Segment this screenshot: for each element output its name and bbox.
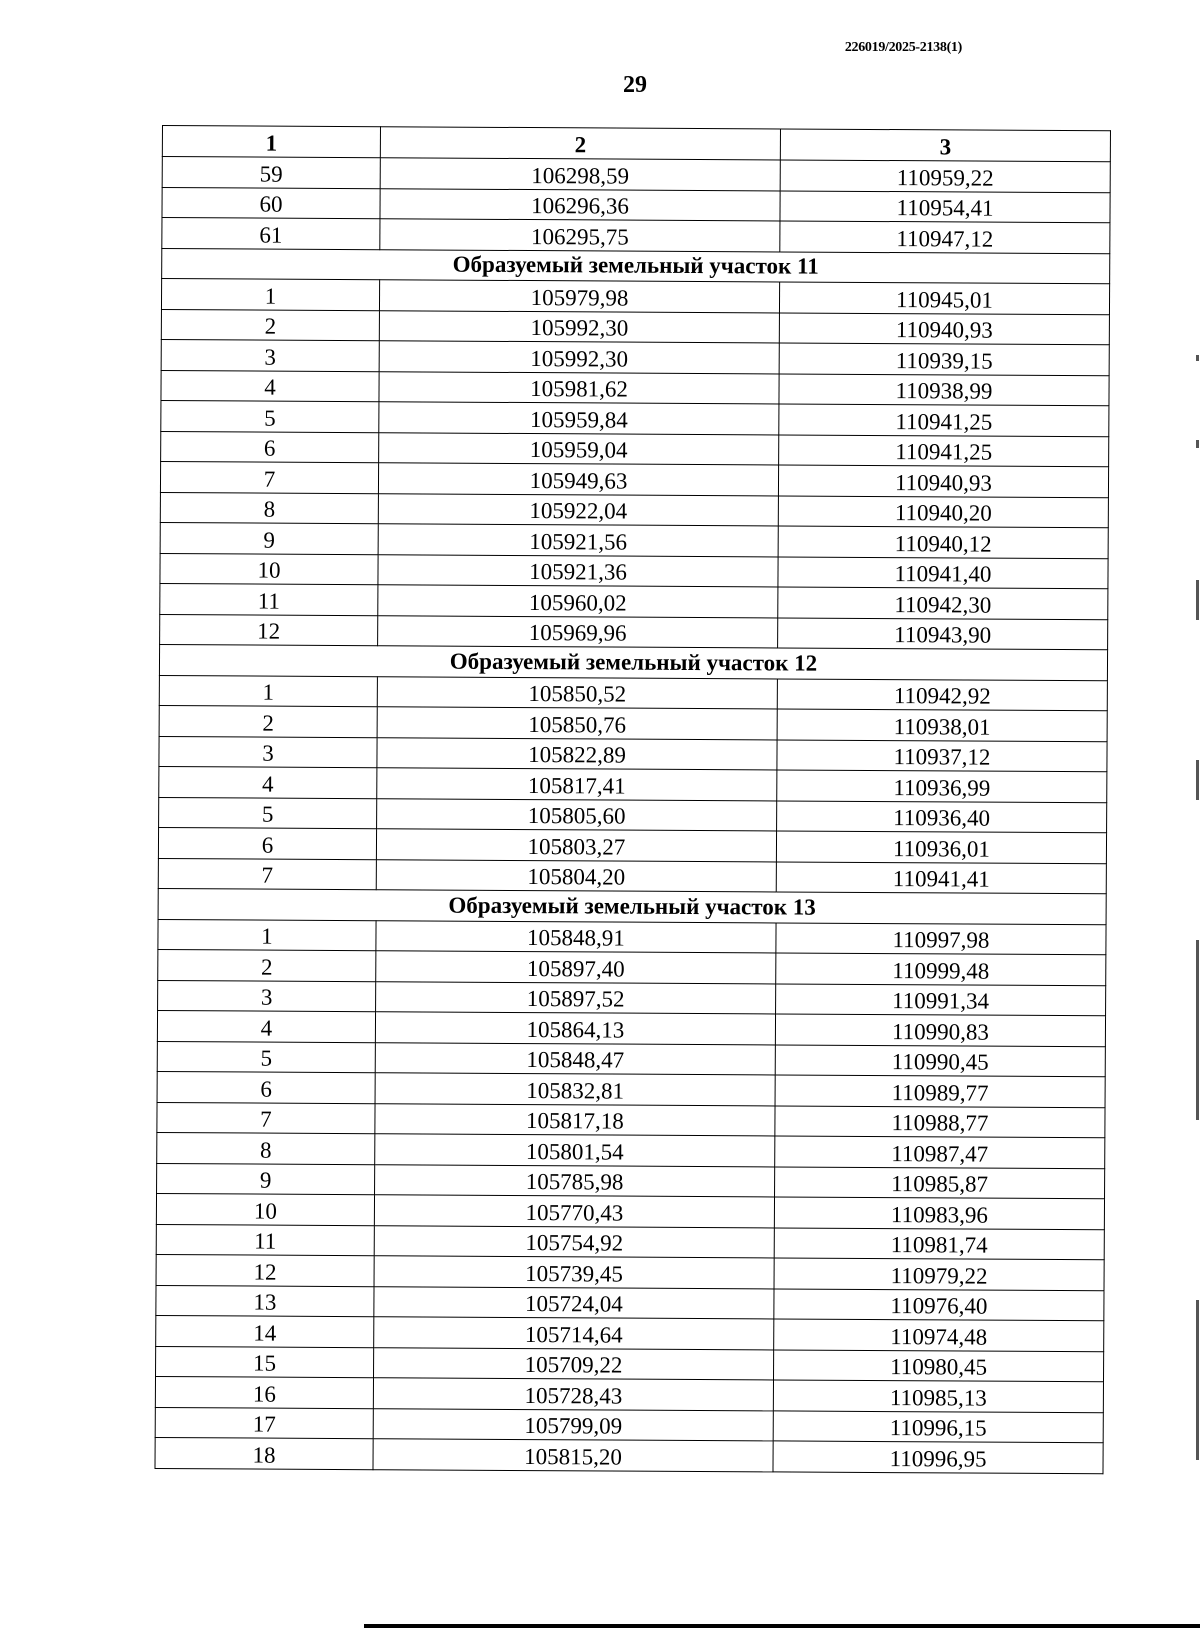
point-number-cell: 13 bbox=[156, 1285, 374, 1317]
point-number-cell: 59 bbox=[162, 157, 380, 189]
y-coordinate-cell: 110940,20 bbox=[778, 495, 1108, 527]
point-number-cell: 7 bbox=[157, 1102, 375, 1134]
x-coordinate-cell: 105922,04 bbox=[378, 493, 778, 526]
scan-edge-mark bbox=[1196, 940, 1199, 1120]
x-coordinate-cell: 105979,98 bbox=[379, 280, 779, 313]
point-number-cell: 6 bbox=[158, 827, 376, 859]
point-number-cell: 17 bbox=[155, 1407, 373, 1439]
y-coordinate-cell: 110979,22 bbox=[774, 1258, 1104, 1290]
y-coordinate-cell: 110981,74 bbox=[774, 1227, 1104, 1259]
y-coordinate-cell: 110939,15 bbox=[779, 343, 1109, 375]
point-number-cell: 6 bbox=[157, 1071, 375, 1103]
scan-edge-mark bbox=[1196, 1300, 1199, 1460]
y-coordinate-cell: 110940,93 bbox=[779, 312, 1109, 344]
y-coordinate-cell: 110940,93 bbox=[778, 465, 1108, 497]
x-coordinate-cell: 105969,96 bbox=[378, 615, 778, 648]
y-coordinate-cell: 110941,25 bbox=[779, 434, 1109, 466]
section-title: Образуемый земельный участок 12 bbox=[159, 644, 1107, 680]
x-coordinate-cell: 105949,63 bbox=[378, 463, 778, 496]
point-number-cell: 10 bbox=[156, 1193, 374, 1225]
x-coordinate-cell: 105897,52 bbox=[376, 981, 776, 1014]
x-coordinate-cell: 105959,04 bbox=[379, 432, 779, 465]
y-coordinate-cell: 110987,47 bbox=[775, 1136, 1105, 1168]
x-coordinate-cell: 105848,91 bbox=[376, 920, 776, 953]
x-coordinate-cell: 105992,30 bbox=[379, 341, 779, 374]
column-header: 3 bbox=[780, 129, 1110, 162]
table-row bbox=[155, 1437, 1103, 1473]
point-number-cell: 9 bbox=[157, 1163, 375, 1195]
point-number-cell: 11 bbox=[160, 583, 378, 615]
y-coordinate-cell: 110976,40 bbox=[774, 1288, 1104, 1320]
y-coordinate-cell: 110954,41 bbox=[780, 190, 1110, 222]
y-coordinate-cell: 110997,98 bbox=[776, 922, 1106, 954]
x-coordinate-cell: 105714,64 bbox=[374, 1317, 774, 1350]
x-coordinate-cell: 106295,75 bbox=[380, 219, 780, 252]
y-coordinate-cell: 110991,34 bbox=[776, 983, 1106, 1015]
point-number-cell: 3 bbox=[161, 339, 379, 371]
scan-edge-line bbox=[364, 1624, 1200, 1628]
x-coordinate-cell: 105724,04 bbox=[374, 1286, 774, 1319]
point-number-cell: 8 bbox=[160, 492, 378, 524]
y-coordinate-cell: 110937,12 bbox=[777, 739, 1107, 771]
x-coordinate-cell: 105805,60 bbox=[377, 798, 777, 831]
column-header: 1 bbox=[162, 126, 380, 158]
x-coordinate-cell: 105799,09 bbox=[373, 1408, 773, 1441]
x-coordinate-cell: 105992,30 bbox=[379, 310, 779, 343]
point-number-cell: 10 bbox=[160, 553, 378, 585]
y-coordinate-cell: 110936,99 bbox=[777, 770, 1107, 802]
x-coordinate-cell: 105728,43 bbox=[373, 1378, 773, 1411]
y-coordinate-cell: 110985,87 bbox=[775, 1166, 1105, 1198]
y-coordinate-cell: 110941,41 bbox=[776, 861, 1106, 893]
x-coordinate-cell: 105709,22 bbox=[374, 1347, 774, 1380]
y-coordinate-cell: 110936,01 bbox=[776, 831, 1106, 863]
point-number-cell: 11 bbox=[156, 1224, 374, 1256]
point-number-cell: 6 bbox=[161, 431, 379, 463]
y-coordinate-cell: 110940,12 bbox=[778, 526, 1108, 558]
y-coordinate-cell: 110942,92 bbox=[777, 678, 1107, 710]
y-coordinate-cell: 110945,01 bbox=[779, 282, 1109, 314]
y-coordinate-cell: 110996,95 bbox=[773, 1441, 1103, 1473]
y-coordinate-cell: 110983,96 bbox=[774, 1197, 1104, 1229]
x-coordinate-cell: 105832,81 bbox=[375, 1073, 775, 1106]
x-coordinate-cell: 105785,98 bbox=[375, 1164, 775, 1197]
x-coordinate-cell: 105981,62 bbox=[379, 371, 779, 404]
y-coordinate-cell: 110941,25 bbox=[779, 404, 1109, 436]
point-number-cell: 18 bbox=[155, 1437, 373, 1469]
x-coordinate-cell: 105864,13 bbox=[375, 1012, 775, 1045]
point-number-cell: 60 bbox=[162, 187, 380, 219]
scan-edge-mark bbox=[1196, 440, 1199, 448]
x-coordinate-cell: 105960,02 bbox=[378, 585, 778, 618]
x-coordinate-cell: 105850,76 bbox=[377, 707, 777, 740]
x-coordinate-cell: 105897,40 bbox=[376, 951, 776, 984]
point-number-cell: 2 bbox=[158, 949, 376, 981]
point-number-cell: 9 bbox=[160, 522, 378, 554]
scan-edge-mark bbox=[1196, 580, 1199, 620]
x-coordinate-cell: 105804,20 bbox=[376, 859, 776, 892]
x-coordinate-cell: 105959,84 bbox=[379, 402, 779, 435]
x-coordinate-cell: 105801,54 bbox=[375, 1134, 775, 1167]
column-header: 2 bbox=[380, 127, 780, 160]
x-coordinate-cell: 105817,18 bbox=[375, 1103, 775, 1136]
point-number-cell: 12 bbox=[156, 1254, 374, 1286]
point-number-cell: 5 bbox=[157, 1041, 375, 1073]
x-coordinate-cell: 105803,27 bbox=[376, 829, 776, 862]
scan-edge-mark bbox=[1196, 355, 1199, 361]
x-coordinate-cell: 105850,52 bbox=[377, 676, 777, 709]
point-number-cell: 2 bbox=[161, 309, 379, 341]
x-coordinate-cell: 105921,56 bbox=[378, 524, 778, 557]
point-number-cell: 4 bbox=[161, 370, 379, 402]
x-coordinate-cell: 105921,36 bbox=[378, 554, 778, 587]
y-coordinate-cell: 110947,12 bbox=[780, 221, 1110, 253]
coordinates-table bbox=[154, 125, 1110, 1474]
point-number-cell: 5 bbox=[159, 797, 377, 829]
document-id: 226019/2025-2138(1) bbox=[844, 40, 962, 55]
y-coordinate-cell: 110988,77 bbox=[775, 1105, 1105, 1137]
y-coordinate-cell: 110942,30 bbox=[778, 587, 1108, 619]
y-coordinate-cell: 110936,40 bbox=[777, 800, 1107, 832]
point-number-cell: 3 bbox=[159, 736, 377, 768]
y-coordinate-cell: 110990,45 bbox=[775, 1044, 1105, 1076]
x-coordinate-cell: 106296,36 bbox=[380, 188, 780, 221]
y-coordinate-cell: 110985,13 bbox=[773, 1380, 1103, 1412]
point-number-cell: 14 bbox=[156, 1315, 374, 1347]
x-coordinate-cell: 105770,43 bbox=[374, 1195, 774, 1228]
x-coordinate-cell: 106298,59 bbox=[380, 158, 780, 191]
point-number-cell: 7 bbox=[158, 858, 376, 890]
section-title: Образуемый земельный участок 11 bbox=[162, 248, 1110, 284]
y-coordinate-cell: 110959,22 bbox=[780, 160, 1110, 192]
point-number-cell: 4 bbox=[157, 1010, 375, 1042]
point-number-cell: 4 bbox=[159, 766, 377, 798]
x-coordinate-cell: 105817,41 bbox=[377, 768, 777, 801]
y-coordinate-cell: 110943,90 bbox=[778, 617, 1108, 649]
y-coordinate-cell: 110989,77 bbox=[775, 1075, 1105, 1107]
point-number-cell: 3 bbox=[158, 980, 376, 1012]
y-coordinate-cell: 110990,83 bbox=[775, 1014, 1105, 1046]
page-number: 29 bbox=[623, 72, 647, 98]
point-number-cell: 15 bbox=[156, 1346, 374, 1378]
x-coordinate-cell: 105739,45 bbox=[374, 1256, 774, 1289]
y-coordinate-cell: 110980,45 bbox=[774, 1349, 1104, 1381]
y-coordinate-cell: 110938,01 bbox=[777, 709, 1107, 741]
section-title: Образуемый земельный участок 13 bbox=[158, 888, 1106, 924]
table-body bbox=[155, 157, 1110, 1474]
y-coordinate-cell: 110999,48 bbox=[776, 953, 1106, 985]
x-coordinate-cell: 105848,47 bbox=[375, 1042, 775, 1075]
point-number-cell: 2 bbox=[159, 705, 377, 737]
y-coordinate-cell: 110938,99 bbox=[779, 373, 1109, 405]
point-number-cell: 1 bbox=[161, 279, 379, 311]
point-number-cell: 61 bbox=[162, 218, 380, 250]
x-coordinate-cell: 105822,89 bbox=[377, 737, 777, 770]
point-number-cell: 1 bbox=[159, 675, 377, 707]
x-coordinate-cell: 105815,20 bbox=[373, 1439, 773, 1472]
y-coordinate-cell: 110941,40 bbox=[778, 556, 1108, 588]
scan-edge-mark bbox=[1196, 760, 1199, 800]
point-number-cell: 5 bbox=[161, 400, 379, 432]
point-number-cell: 7 bbox=[160, 461, 378, 493]
point-number-cell: 12 bbox=[160, 614, 378, 646]
point-number-cell: 8 bbox=[157, 1132, 375, 1164]
y-coordinate-cell: 110974,48 bbox=[774, 1319, 1104, 1351]
point-number-cell: 16 bbox=[155, 1376, 373, 1408]
x-coordinate-cell: 105754,92 bbox=[374, 1225, 774, 1258]
y-coordinate-cell: 110996,15 bbox=[773, 1410, 1103, 1442]
point-number-cell: 1 bbox=[158, 919, 376, 951]
